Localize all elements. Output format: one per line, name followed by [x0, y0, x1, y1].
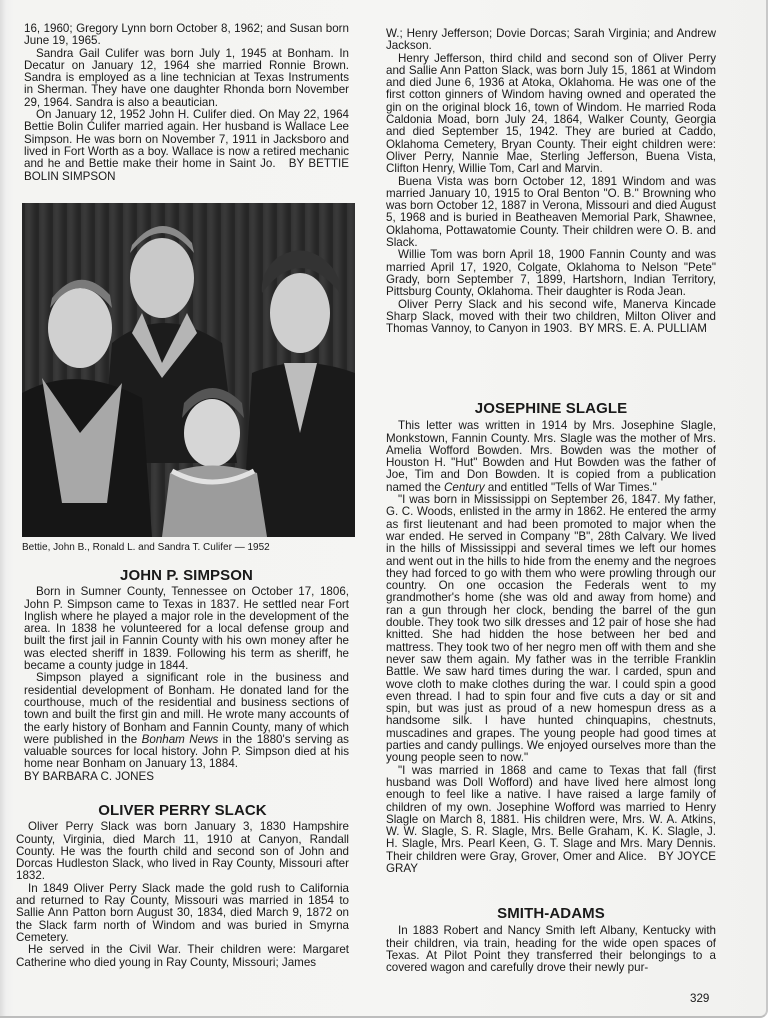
byline: BY BARBARA C. JONES: [24, 769, 154, 783]
paragraph: Buena Vista was born October 12, 1891 Windom and was married January 10, 1915 to Oral Benton "O. B." Browning who was born October 12, 1887 in Verona, Missouri and died August 5, 1968 and is buried in Beatheaven Memorial Park, Shawnee, Oklahoma, Pottawatomie County. Their children were O. B. and Slack.: [386, 174, 716, 250]
left-column-intro: [24, 22, 353, 183]
page-number: 329: [690, 992, 710, 1005]
paragraph: 16, 1960; Gregory Lynn born October 8, 1962; and Susan born June 19, 1965.: [24, 22, 349, 48]
section-john-p-simpson: [24, 567, 349, 783]
section-slack-continued: [386, 27, 720, 336]
paragraph: Oliver Perry Slack was born January 3, 1830 Hampshire County, Virginia, died March 11, 1910 at Canyon, Randall County. He was the fourth child and second son of John and Dorcas Hudleston Slack, who lived in Ray County, Missouri after 1832.: [16, 820, 349, 883]
section-josephine-slagle: [386, 400, 720, 875]
paragraph: Sandra Gail Culifer was born July 1, 1945 at Bonham. In Decatur on January 12, 1964 she married Ronnie Brown. Sandra is employed as a line technician at Texas Instruments in Sherman. They have one daughter Rhonda born November 29, 1964. Sandra is also a beautician.: [24, 46, 349, 109]
section-heading: OLIVER PERRY SLACK: [98, 802, 267, 819]
section-heading: JOSEPHINE SLAGLE: [474, 400, 628, 417]
paragraph: W.; Henry Jefferson; Dovie Dorcas; Sarah Virginia; and Andrew Jackson.: [386, 27, 716, 53]
text-run: in the 1880's serving as valuable sources for local history. John P. Simpson died at his home near Bonham on January 13, 1884.: [24, 732, 349, 771]
paragraph: [24, 672, 349, 770]
paragraph: "I was born in Mississippi on September 26, 1847. My father, G. C. Woods, enlisted in the army in 1862. He entered the army as first lieutenant and had been promoted to major when the war ended. He served in Company "B", 28th Calvary. We lived in the hills of Mississippi and several times we left our homes and went out in the hills to hide from the enemy and the negroes they had forced to go with them who were prowling through our country. On one occasion the Federals went to my grandmother's home (she was old and away from home) and ran a gun through her clock, bending the barrel of the gun double. They took two silk dresses and 12 pair of hose she had knitted. She had hidden the hose between her bed and mattress. They took two of her negro men off with them and she never saw them again. My father was in the terrible Franklin Battle. We saw hard times during the war. I carded, spun and wove cloth to make clothes during the war. I could spin a good even thread. I had to spin four and five cuts a day or sit and spin, but was just as proud of a new homespun dress as a handsome silk. I have hunted chinquapins, chestnuts, muscadines and grapes. The young people had good times at parties and candy pullings. We enjoyed ourselves more than the young people seen to now.": [386, 493, 716, 765]
paragraph: Born in Sumner County, Tennessee on October 17, 1806, John P. Simpson came to Texas in 1837. He settled near Fort Inglish where he played a major role in the development of the area. In 1838 he volunteered for a local defense group and built the first jail in Fannin County with his own money after he was elected sheriff in 1839. Following his term as sheriff, he became a county judge in 1844.: [24, 585, 349, 673]
text-run: and entitled "Tells of War Times.": [484, 480, 657, 494]
family-portrait-image: [22, 203, 355, 537]
publication-title: Century: [444, 480, 485, 494]
section-heading: SMITH-ADAMS: [497, 905, 605, 922]
section-oliver-perry-slack: [16, 802, 349, 969]
text-run: Simpson played a significant role in the business and residential development of Bonham. He donated land for the courthouse, much of the residential and business sections of town and built the first gin and mill. He wrote many accounts of the early history of Bonham and Fannin County, many of which were published in the: [24, 671, 349, 746]
paragraph: He served in the Civil War. Their children were: Margaret Catherine who died young in Ray County, Missouri; James: [16, 943, 349, 969]
paragraph: [386, 420, 716, 494]
family-photo: [22, 203, 355, 537]
paragraph: Henry Jefferson, third child and second son of Oliver Perry and Sallie Ann Patton Slack, was born July 15, 1861 at Windom and died June 6, 1936 at Atoka, Oklahoma. He was one of the first cotton ginners of Windom having owned and operated the gin on the original block 16, town of Windom. He married Roda Caldonia Moad, born July 24, 1864, Walker County, Georgia and died September 15, 1942. They are buried at Caddo, Oklahoma Cemetery, Bryan County. Their eight children were: Oliver Perry, Nannie Mae, Sterling Jefferson, Buena Vista, Clifton Henry, Willie Tom, Carl and Marvin.: [386, 51, 716, 176]
paragraph: "I was married in 1868 and came to Texas that fall (first husband was Doll Wofford) and have lived here almost long enough to feel like a native. I have raised a large family of children of my own. Josephine Wofford was married to Henry Slagle on March 8, 1881. His children were, Mrs. W. A. Atkins, W. W. Slagle, S. R. Slagle, Mrs. Belle Graham, K. K. Slagle, J. H. Slagle, Mrs. Pearl Keen, G. T. Slage and Mrs. Mary Dennis. Their children were Gray, Grover, Omer and Alice. BY JOYCE GRAY: [386, 763, 720, 875]
publication-title: Bonham News: [141, 732, 219, 746]
section-smith-adams: [386, 905, 716, 975]
paragraph: Willie Tom was born April 18, 1900 Fannin County and was married April 17, 1920, Colgate, Oklahoma to Nelson "Pete" Grady, born September 7, 1899, Hartshorn, Indian Territory, Pittsburg County, Oklahoma. Their daughter is Roda Jean.: [386, 248, 716, 299]
paragraph: On January 12, 1952 John H. Culifer died. On May 22, 1964 Bettie Bolin Culifer married again. Her husband is Wallace Lee Simpson. He was born on November 7, 1911 in Jacksboro and lived in Fort Worth as a boy. Wallace is now a retired mechanic and he and Bettie make their home in Saint Jo. BY BETTIE BOLIN SIMPSON: [24, 108, 353, 183]
text-run: This letter was written in 1914 by Mrs. Josephine Slagle, Monkstown, Fannin County. Mrs. Slagle was the mother of Mrs. Amelia Wofford Bowden. Mrs. Bowden was the mother of Houston H. "Hut" Bowden and Hut Bowden was the father of Joe, Tim and Don Bowden. It is copied from a publication named the: [386, 419, 716, 494]
paragraph: In 1849 Oliver Perry Slack made the gold rush to California and returned to Ray County, Missouri was married in 1854 to Sallie Ann Patton born August 30, 1834, died March 9, 1872 on the Slack farm north of Windom and was buried in Smyrna Cemetery.: [16, 881, 349, 944]
photo-caption: Bettie, John B., Ronald L. and Sandra T. Culifer — 1952: [22, 542, 270, 553]
paragraph: In 1883 Robert and Nancy Smith left Albany, Kentucky with their children, via train, heading for the wide open spaces of Texas. At Pilot Point they transferred their belongings to a covered wagon and carefully drove their newly pur-: [386, 924, 716, 975]
paragraph: Oliver Perry Slack and his second wife, Manerva Kincade Sharp Slack, moved with their two children, Milton Oliver and Thomas Vannoy, to Canyon in 1903. BY MRS. E. A. PULLIAM: [386, 297, 720, 336]
section-heading: JOHN P. SIMPSON: [120, 567, 253, 584]
